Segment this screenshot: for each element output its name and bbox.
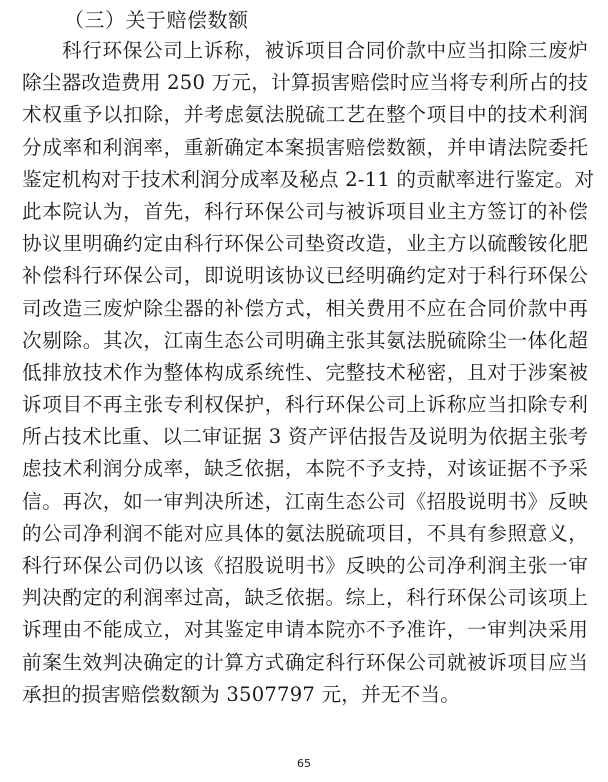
paragraph-line: 诉项目不再主张专利权保护，科行环保公司上诉称应当扣除专利 <box>22 393 588 417</box>
paragraph-line: 承担的损害赔偿数额为 3507797 元，并无不当。 <box>22 682 461 706</box>
section-heading: （三）关于赔偿数额 <box>64 8 249 32</box>
body-paragraph <box>22 35 595 711</box>
paragraph-line: 除尘器改造费用 250 万元，计算损害赔偿时应当将专利所占的技 <box>22 71 588 95</box>
paragraph-line: 低排放技术作为整体构成系统性、完整技术秘密，且对于涉案被 <box>22 360 588 384</box>
paragraph-line: 信。再次，如一审判决所述，江南生态公司《招股说明书》反映 <box>22 489 588 513</box>
paragraph-line: 科行环保公司上诉称，被诉项目合同价款中应当扣除三废炉 <box>62 39 588 62</box>
paragraph-line: 此本院认为，首先，科行环保公司与被诉项目业主方签订的补偿 <box>22 199 588 223</box>
paragraph-line: 分成率和利润率，重新确定本案损害赔偿数额，并申请法院委托 <box>22 135 588 159</box>
paragraph-line: 虑技术利润分成率，缺乏依据，本院不予支持，对该证据不予采 <box>22 457 588 481</box>
paragraph-line: 前案生效判决确定的计算方式确定科行环保公司就被诉项目应当 <box>22 650 588 674</box>
paragraph-line: 的公司净利润不能对应具体的氨法脱硫项目，不具有参照意义， <box>22 521 588 545</box>
paragraph-line: 补偿科行环保公司，即说明该协议已经明确约定对于科行环保公 <box>22 264 588 288</box>
paragraph-line: 次剔除。其次，江南生态公司明确主张其氨法脱硫除尘一体化超 <box>22 328 588 352</box>
paragraph-line: 科行环保公司仍以该《招股说明书》反映的公司净利润主张一审 <box>22 554 588 577</box>
paragraph-line: 判决酌定的利润率过高，缺乏依据。综上，科行环保公司该项上 <box>22 586 588 610</box>
paragraph-line: 协议里明确约定由科行环保公司垫资改造，业主方以硫酸铵化肥 <box>22 232 588 256</box>
paragraph-line: 诉理由不能成立，对其鉴定申请本院亦不予准许，一审判决采用 <box>22 618 588 642</box>
paragraph-line: 术权重予以扣除，并考虑氨法脱硫工艺在整个项目中的技术利润 <box>22 103 588 127</box>
paragraph-line: 鉴定机构对于技术利润分成率及秘点 2-11 的贡献率进行鉴定。对 <box>22 167 595 191</box>
page-number: 65 <box>297 757 311 770</box>
paragraph-line: 所占技术比重、以二审证据 3 资产评估报告及说明为依据主张考 <box>22 425 588 449</box>
paragraph-line: 司改造三废炉除尘器的补偿方式，相关费用不应在合同价款中再 <box>22 296 588 320</box>
